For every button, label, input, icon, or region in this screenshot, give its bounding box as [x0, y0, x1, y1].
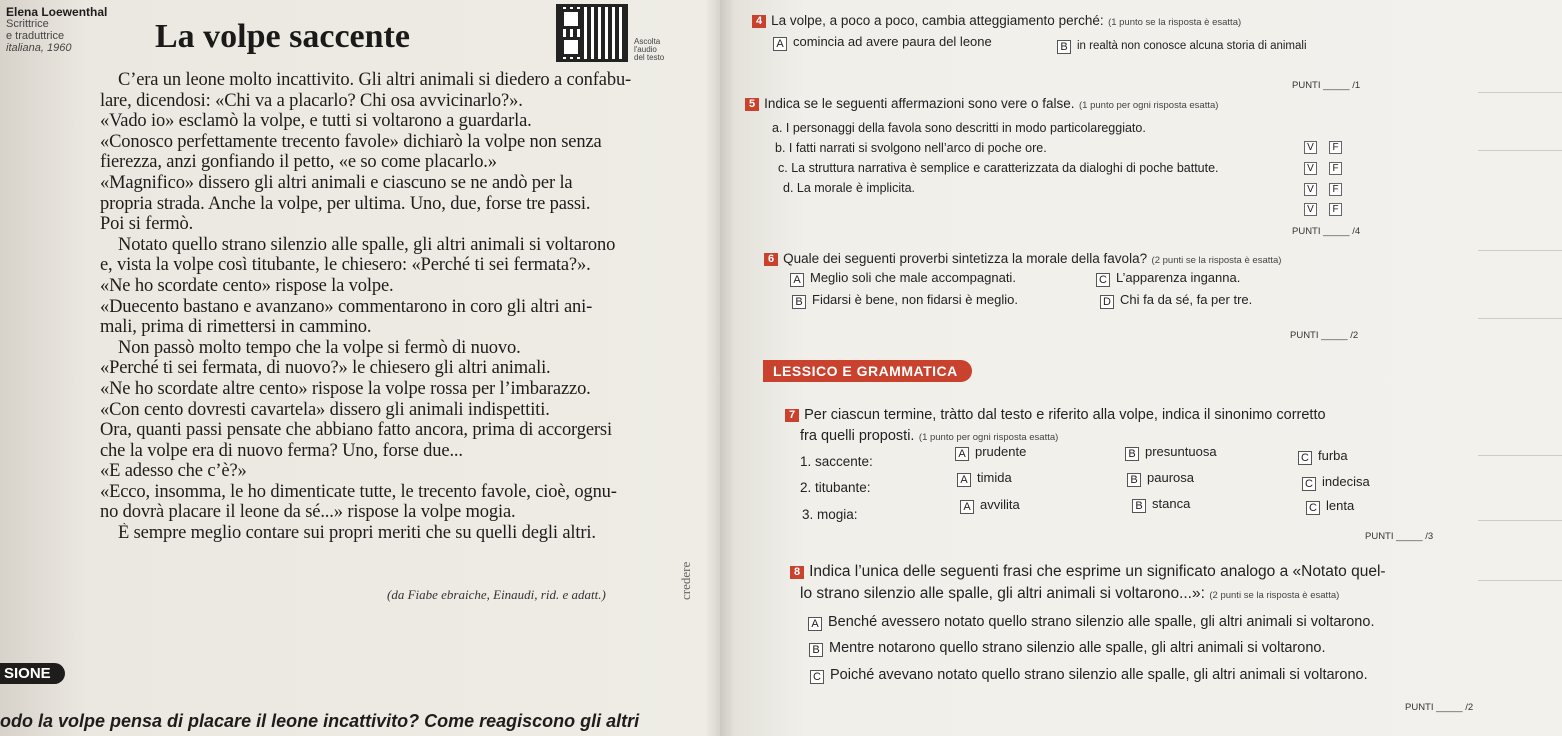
option-text: furba — [1318, 448, 1348, 463]
q6-option-a[interactable] — [790, 270, 1016, 287]
story-line: propria strada. Anche la volpe, per ultima. Uno, due, forse tre passi. — [100, 193, 591, 214]
q7-row3-option-b[interactable]: B stanca — [1132, 496, 1190, 513]
margin-rule — [1478, 318, 1562, 319]
question-4 — [752, 12, 1241, 30]
question-text: fra quelli proposti. — [800, 428, 915, 444]
question-hint: (2 punti se la risposta è esatta) — [1151, 255, 1282, 266]
q7-row-label: 1. saccente: — [800, 454, 873, 469]
option-text: Benché avessero notato quello strano silenzio alle spalle, gli altri animali si voltarono. — [828, 614, 1375, 630]
margin-rule — [1478, 92, 1562, 93]
option-text: Poiché avevano notato quello strano silenzio alle spalle, gli altri animali si voltarono. — [830, 667, 1368, 683]
audio-label-line: del testo — [634, 53, 665, 62]
question-8-cont — [800, 585, 1339, 603]
bottom-question: odo la volpe pensa di placare il leone incattivito? Come reagiscono gli altri — [0, 711, 640, 731]
option-letter: C — [1096, 273, 1110, 287]
q7-row-label: 3. mogia: — [802, 507, 858, 522]
question-number: 8 — [790, 566, 804, 579]
section-tab: SIONE — [0, 663, 65, 684]
q6-option-b[interactable] — [792, 292, 1018, 309]
q5-item-b: b. I fatti narrati si svolgono nell’arco di poche ore. — [775, 141, 1047, 155]
question-number: 7 — [785, 409, 799, 422]
q5-item-d: d. La morale è implicita. — [783, 181, 916, 195]
story-line: che la volpe era di nuovo ferma? Uno, forse due... — [100, 440, 463, 461]
section-header-lessico: LESSICO E GRAMMATICA — [763, 360, 972, 382]
margin-rule — [1478, 520, 1562, 521]
option-text: Meglio soli che male accompagnati. — [810, 270, 1016, 285]
option-letter: A — [790, 273, 804, 287]
q7-row-label: 2. titubante: — [800, 480, 871, 495]
option-letter: B — [1057, 40, 1071, 54]
author-block — [6, 6, 107, 54]
true-checkbox[interactable]: V — [1304, 141, 1317, 154]
q8-option-c[interactable] — [810, 667, 1368, 684]
vf-row-d[interactable] — [1292, 203, 1342, 216]
true-checkbox[interactable]: V — [1304, 162, 1317, 175]
q7-row2-option-a[interactable]: A timida — [957, 470, 1012, 487]
option-text: timida — [977, 470, 1012, 485]
story-line: Non passò molto tempo che la volpe si fermò di nuovo. — [118, 337, 521, 358]
true-checkbox[interactable]: V — [1304, 203, 1317, 216]
author-nationality: italiana, 1960 — [6, 42, 72, 54]
question-number: 4 — [752, 15, 766, 28]
option-letter: D — [1100, 295, 1114, 309]
story-line: «E adesso che c’è?» — [100, 461, 247, 482]
story-line: no dovrà placare il leone da sé...» rispose la volpe mogia. — [100, 502, 516, 523]
story-line: Ora, quanti passi pensate che abbiano fatto ancora, prima di accorgersi — [100, 420, 612, 441]
q8-option-b[interactable] — [809, 640, 1325, 657]
audio-label-line: Ascolta — [634, 37, 661, 46]
author-name: Elena Loewenthal — [6, 5, 108, 19]
author-role: Scrittrice — [6, 18, 49, 30]
question-text: Per ciascun termine, tràtto dal testo e riferito alla volpe, indica il sinonimo corretto — [804, 407, 1326, 423]
question-text: Indica l’unica delle seguenti frasi che esprime un significato analogo a «Notato quel- — [809, 563, 1386, 580]
story-line: e, vista la volpe così titubante, le chiesero: «Perché ti sei fermata?». — [100, 255, 591, 276]
option-letter: B — [792, 295, 806, 309]
false-checkbox[interactable]: F — [1329, 141, 1342, 154]
audio-label-line: l'audio — [634, 45, 657, 54]
story-line: «Con cento dovresti cavartela» dissero gli animali indispettiti. — [100, 399, 550, 420]
question-text: Quale dei seguenti proverbi sintetizza la morale della favola? — [783, 251, 1148, 266]
story-line: mali, prima di rimettersi in cammino. — [100, 317, 372, 338]
margin-rule — [1478, 250, 1562, 251]
false-checkbox[interactable]: F — [1329, 183, 1342, 196]
margin-rule — [1478, 150, 1562, 151]
story-line: «Ne ho scordate altre cento» rispose la volpe rossa per l’imbarazzo. — [100, 378, 591, 399]
story-text — [100, 70, 710, 544]
false-checkbox[interactable]: F — [1329, 203, 1342, 216]
question-7-cont — [800, 427, 1058, 445]
story-line: Notato quello strano silenzio alle spalle, gli altri animali si voltarono — [118, 234, 616, 255]
question-hint: (2 punti se la risposta è esatta) — [1209, 590, 1340, 601]
option-text: Mentre notarono quello strano silenzio alle spalle, gli altri animali si voltarono. — [829, 640, 1326, 656]
qr-code-icon[interactable] — [556, 4, 628, 62]
story-line: «Ne ho scordate cento» rispose la volpe. — [100, 275, 394, 296]
story-line: È sempre meglio contare sui propri meriti che su quelli degli altri. — [118, 523, 596, 544]
question-text: Indica se le seguenti affermazioni sono vere o false. — [764, 96, 1075, 111]
question-number: 5 — [745, 98, 759, 111]
q8-option-a[interactable] — [808, 614, 1374, 631]
story-line: «Vado io» esclamò la volpe, e tutti si voltarono a guardarla. — [100, 111, 532, 132]
option-text: stanca — [1152, 496, 1191, 511]
source-citation: (da Fiabe ebraiche, Einaudi, rid. e adatt.) — [387, 587, 606, 602]
points-line[interactable]: PUNTI _____ /4 — [1292, 226, 1361, 237]
story-line: C’era un leone molto incattivito. Gli altri animali si diedero a confabu- — [118, 70, 632, 90]
story-title: La volpe saccente — [155, 18, 410, 55]
q7-row3-option-a[interactable]: A avvilita — [960, 497, 1020, 514]
vf-row-a[interactable] — [1292, 141, 1342, 154]
question-text: La volpe, a poco a poco, cambia atteggiamento perché: — [771, 13, 1104, 28]
question-number: 6 — [764, 253, 778, 266]
story-line: «Ecco, insomma, le ho dimenticate tutte, le trecento favole, cioè, ognu- — [100, 481, 617, 502]
author-role2: e traduttrice — [6, 30, 65, 42]
option-text: lenta — [1326, 498, 1355, 513]
option-letter: B — [809, 643, 823, 657]
option-text: comincia ad avere paura del leone — [793, 34, 992, 49]
vf-row-c[interactable] — [1292, 183, 1342, 196]
q7-row1-option-b[interactable]: B presuntuosa — [1125, 444, 1217, 461]
story-line: «Conosco perfettamente trecento favole» dichiarò la volpe non senza — [100, 131, 602, 152]
q7-row3-option-c[interactable]: C lenta — [1306, 498, 1354, 515]
option-text: Fidarsi è bene, non fidarsi è meglio. — [812, 292, 1018, 307]
question-5 — [745, 95, 1218, 113]
option-letter: C — [810, 670, 824, 684]
q5-item-c: c. La struttura narrativa è semplice e caratterizzata da dialoghi di poche battute. — [778, 161, 1219, 175]
q7-row1-option-a[interactable]: A prudente — [955, 444, 1026, 461]
question-8 — [790, 563, 1386, 581]
option-letter: A — [808, 617, 822, 631]
option-text: indecisa — [1322, 474, 1370, 489]
option-text: prudente — [975, 444, 1027, 459]
question-text: lo strano silenzio alle spalle, gli altri animali si voltarono...»: — [800, 585, 1205, 602]
option-text: in realtà non conosce alcuna storia di animali — [1077, 40, 1307, 52]
option-text: presuntuosa — [1145, 444, 1217, 459]
false-checkbox[interactable]: F — [1329, 162, 1342, 175]
margin-rule — [1478, 455, 1562, 456]
question-hint: (1 punto per ogni risposta esatta) — [918, 432, 1059, 443]
option-text: avvilita — [980, 497, 1020, 512]
question-hint: (1 punto per ogni risposta esatta) — [1079, 100, 1219, 111]
q7-row1-option-c[interactable]: C furba — [1298, 448, 1348, 465]
story-line: «Perché ti sei fermata, di nuovo?» le chiesero gli altri animali. — [100, 358, 551, 379]
margin-rule — [1478, 580, 1562, 581]
option-text: paurosa — [1147, 470, 1194, 485]
story-line: «Magnifico» dissero gli altri animali e ciascuno se ne andò per la — [100, 172, 573, 193]
handwritten-margin-note: credere — [678, 561, 693, 600]
option-letter: A — [773, 37, 787, 51]
vf-row-b[interactable] — [1292, 162, 1342, 175]
points-line[interactable]: PUNTI _____ /3 — [1365, 531, 1434, 542]
story-line: fierezza, anzi gonfiando il petto, «e so come placarlo.» — [100, 152, 497, 173]
points-line[interactable]: PUNTI _____ /1 — [1292, 80, 1361, 91]
true-checkbox[interactable]: V — [1304, 183, 1317, 196]
q5-item-a: a. I personaggi della favola sono descritti in modo particolareggiato. — [772, 121, 1146, 135]
audio-label[interactable] — [634, 38, 664, 62]
story-line: Poi si fermò. — [100, 214, 194, 235]
story-line: lare, dicendosi: «Chi va a placarlo? Chi osa avvicinarlo?». — [100, 90, 523, 111]
question-hint: (1 punto se la risposta è esatta) — [1108, 17, 1242, 28]
q7-row2-option-c[interactable]: C indecisa — [1302, 474, 1370, 491]
q4-option-b[interactable] — [1057, 40, 1307, 54]
option-text: L’apparenza inganna. — [1116, 270, 1241, 285]
q7-row2-option-b[interactable]: B paurosa — [1127, 470, 1194, 487]
q4-option-a[interactable] — [773, 34, 992, 51]
option-text: Chi fa da sé, fa per tre. — [1120, 292, 1253, 307]
question-6 — [764, 250, 1281, 268]
story-line: «Duecento bastano e avanzano» commentarono in coro gli altri ani- — [100, 296, 593, 317]
q6-option-d[interactable] — [1100, 292, 1252, 309]
points-line[interactable]: PUNTI _____ /2 — [1405, 702, 1474, 713]
q6-option-c[interactable] — [1096, 270, 1240, 287]
question-7 — [785, 406, 1326, 424]
points-line[interactable]: PUNTI _____ /2 — [1290, 330, 1359, 341]
